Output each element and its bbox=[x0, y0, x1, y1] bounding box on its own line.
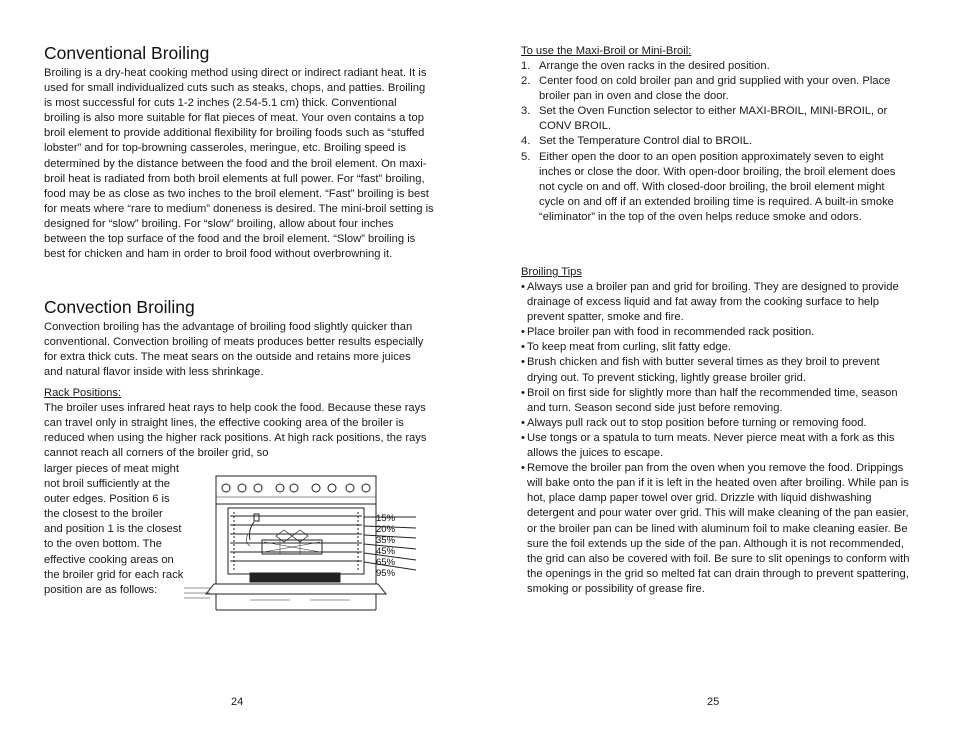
bullet: • bbox=[521, 431, 525, 444]
tip-item bbox=[521, 340, 913, 355]
step-item bbox=[521, 134, 913, 149]
percentage-label-1: 15% bbox=[376, 513, 396, 524]
step-item bbox=[521, 59, 913, 74]
page-number: 24 bbox=[231, 696, 244, 708]
maxi-broil-steps bbox=[521, 59, 913, 225]
rack-positions-heading: Rack Positions: bbox=[44, 387, 122, 399]
broiling-tips-heading: Broiling Tips bbox=[521, 266, 582, 278]
tip-item bbox=[521, 280, 913, 325]
convection-broiling-text: Convection broiling has the advantage of broiling food slightly quicker than conventional. Convection broiling of meats produces better results especially for extra thick cuts. The meat sears on the outside and retains more juices and natural flavor inside with less shrinkage. bbox=[44, 321, 424, 379]
broiling-tips-list bbox=[521, 280, 913, 597]
step-text: Set the Oven Function selector to either MAXI-BROIL, MINI-BROIL, or CONV BROIL. bbox=[539, 105, 888, 133]
percentage-label-6: 95% bbox=[376, 568, 396, 579]
bullet: • bbox=[521, 416, 525, 429]
percentage-label-5: 65% bbox=[376, 557, 396, 568]
tip-text: Always pull rack out to stop position before turning or removing food. bbox=[527, 416, 867, 429]
step-item bbox=[521, 150, 913, 225]
step-text: Either open the door to an open position approximately seven to eight inches or close the door. With open-door broiling, the broil element does not cycle on and off. With closed-door broiling, the broil element might cycle on and off if an extended broiling time is required. A built-in smoke “eliminator” in the top of the oven helps reduce smoke and odors. bbox=[539, 150, 896, 223]
step-item bbox=[521, 74, 913, 104]
rack-positions-text: The broiler uses infrared heat rays to help cook the food. Because these rays can travel only in straight lines, the effective cooking area of the broiler is reduced when using the higher rack positions. At high rack positions, the rays cannot reach all corners of the broiler grid, so bbox=[44, 402, 427, 460]
rack-percentages bbox=[376, 510, 458, 580]
step-text: Arrange the oven racks in the desired position. bbox=[539, 60, 770, 72]
percentage-label-3: 35% bbox=[376, 535, 396, 546]
bullet: • bbox=[521, 356, 525, 369]
rack-positions-text-continued: larger pieces of meat might not broil sufficiently at the outer edges. Position 6 is the closest to the broiler and position 1 is the closest to the oven bottom. The effective cooking areas on the broiler grid for each rack position are as follows: bbox=[44, 463, 184, 596]
tip-text: Use tongs or a spatula to turn meats. Never pierce meat with a fork as this allows the juices to escape. bbox=[527, 431, 895, 460]
percentage-label-4: 45% bbox=[376, 546, 396, 557]
conventional-broiling-text: Broiling is a dry-heat cooking method using direct or indirect radiant heat. It is used for small individualized cuts such as steaks, chops, and patties. Broiling is most successful for cuts 1-2 inches (2.54-5.1 cm) thick. Conventional broiling is also more suitable for flat pieces of meat. Your oven contains a top broil element to provide additional flexibility for broiling foods such as “stuffed lobster” and for top-browning casseroles, meringue, etc. Broiling speed is determined by the distance between the food and the broil element. On maxi-broil heat is radiated from both broil elements at full power. For “fast” broiling, food may be as close as two inches to the broil element. “Fast” broiling is best for meats where “rare to medium” doneness is desired. The mini-broil setting is designed for “slow” broiling. For “slow” broiling, allow about four inches between the top surface of the food and the broil element. “Slow” broiling is best for chicken and ham in order to broil food without overbrowning it. bbox=[44, 67, 434, 261]
tip-text: Remove the broiler pan from the oven when you remove the food. Drippings will bake onto the pan if it is left in the heated oven after broiling. While pan is hot, place damp paper towel over grid. Drizzle with liquid dishwashing detergent and pour water over grid. This will make cleaning of the pan easier, or the broiler pan can be lined with aluminum foil to make cleaning easier. Be sure the foil extends up the side of the pan. Although it is not recommended, the grid can also be covered with foil. Be sure to slit openings to conform with the openings in the grid so melted fat can drain through to prevent spattering, smoking or possibility of grease fire. bbox=[527, 462, 910, 595]
step-number: 3. bbox=[521, 105, 531, 118]
step-number: 5. bbox=[521, 150, 531, 163]
step-number: 2. bbox=[521, 75, 531, 88]
conventional-broiling-heading: Conventional Broiling bbox=[44, 43, 210, 63]
step-text: Set the Temperature Control dial to BROIL. bbox=[539, 135, 753, 148]
tip-text: Broil on first side for slightly more than half the recommended time, season and turn. Season second side just before removing. bbox=[527, 386, 898, 414]
left-page bbox=[44, 0, 432, 738]
right-page bbox=[521, 0, 911, 738]
percentage-label-2: 20% bbox=[376, 524, 396, 535]
bullet: • bbox=[521, 281, 525, 293]
step-number: 1. bbox=[521, 60, 531, 72]
bullet: • bbox=[521, 462, 525, 475]
step-item bbox=[521, 104, 913, 134]
tip-item bbox=[521, 325, 913, 340]
tip-item bbox=[521, 431, 913, 461]
convection-broiling-heading: Convection Broiling bbox=[44, 297, 195, 317]
page-number: 25 bbox=[707, 696, 720, 708]
tip-text: Always use a broiler pan and grid for broiling. They are designed to provide drainage of excess liquid and fat away from the cooking surface to help prevent spatter, smoke and fire. bbox=[527, 281, 899, 324]
tip-item bbox=[521, 416, 913, 431]
bullet: • bbox=[521, 326, 525, 339]
tip-text: Place broiler pan with food in recommended rack position. bbox=[527, 326, 815, 339]
step-number: 4. bbox=[521, 135, 531, 148]
step-text: Center food on cold broiler pan and grid supplied with your oven. Place broiler pan in oven and close the door. bbox=[539, 75, 891, 103]
tip-text: To keep meat from curling, slit fatty edge. bbox=[527, 341, 731, 354]
maxi-broil-heading: To use the Maxi-Broil or Mini-Broil: bbox=[521, 45, 692, 57]
tip-item bbox=[521, 461, 913, 597]
bullet: • bbox=[521, 386, 525, 399]
bullet: • bbox=[521, 341, 525, 354]
tip-item bbox=[521, 355, 913, 385]
tip-text: Brush chicken and fish with butter several times as they broil to prevent drying out. To prevent sticking, lightly grease broiler grid. bbox=[527, 356, 880, 384]
tip-item bbox=[521, 386, 913, 416]
